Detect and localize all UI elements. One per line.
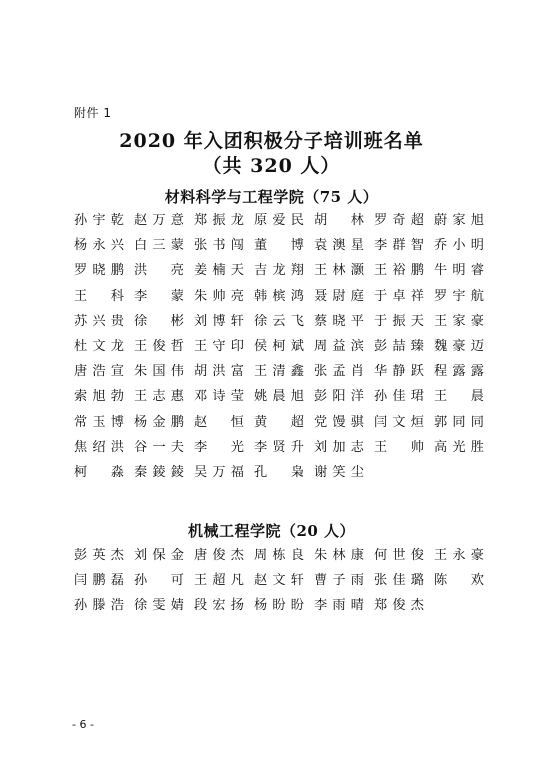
list-item: 闫鹏磊 [74,573,124,589]
list-item: 唐浩宣 [74,364,124,380]
list-item: 魏豪迈 [434,338,484,354]
list-item: 陈 欢 [434,573,484,589]
list-item: 原爱民 [254,213,304,228]
list-item: 闫文烜 [374,414,424,430]
list-item: 王 晨 [434,389,484,405]
list-item: 王俊哲 [134,338,184,354]
list-item: 杜文龙 [74,338,124,354]
list-item: 秦錂錂 [134,464,184,480]
list-item: 李贤升 [254,439,304,455]
list-item: 索旭勃 [74,389,124,405]
list-item: 徐云飞 [254,313,304,329]
list-item: 刘博轩 [194,313,244,329]
document-subtitle: （共 320 人） [202,155,341,177]
list-item: 华静跃 [374,364,424,380]
name-list-materials [74,208,494,485]
list-item: 段宏扬 [194,598,244,614]
list-item: 常玉博 [74,414,124,430]
list-item: 王志惠 [134,389,184,405]
list-item: 袁澳星 [314,238,364,254]
list-item: 侯柯斌 [254,338,304,354]
list-item: 孙滕浩 [74,598,124,614]
list-item: 李雨晴 [314,598,364,614]
list-item: 王守印 [194,338,244,354]
list-item: 白三蒙 [134,238,184,254]
list-item: 孙 可 [134,573,184,589]
list-item: 乔小明 [434,238,484,254]
list-item: 王永豪 [434,548,484,563]
list-item: 王清鑫 [254,364,304,380]
list-item: 罗宇航 [434,288,484,304]
list-item: 姜楠天 [194,263,244,279]
list-item: 黄 超 [254,414,304,430]
list-item: 郑俊杰 [374,598,424,614]
list-item: 周栋良 [254,548,304,563]
list-item: 焦绍洪 [74,439,124,455]
list-item: 张孟肖 [314,364,364,380]
list-item: 王超凡 [194,573,244,589]
list-item: 王林灏 [314,263,364,279]
list-item: 杨金鹏 [134,414,184,430]
list-item: 王 科 [74,288,124,304]
list-item: 聂尉庭 [314,288,364,304]
list-item: 李 蒙 [134,288,184,304]
list-item: 谷一夫 [134,439,184,455]
list-item: 邓诗莹 [194,389,244,405]
list-item: 彭阳洋 [314,389,364,405]
list-item: 刘保金 [134,548,184,563]
list-item: 曹子雨 [314,573,364,589]
list-item: 徐 彬 [134,313,184,329]
list-item: 董 博 [254,238,304,254]
list-item: 孔 枭 [254,464,304,480]
list-item: 朱国伟 [134,364,184,380]
list-item: 洪 亮 [134,263,184,279]
list-item: 杨盼盼 [254,598,304,614]
list-item: 李群智 [374,238,424,254]
section-heading-mechanical: 机械工程学院（20 人） [187,522,356,540]
list-item: 吴万福 [194,464,244,480]
list-item: 郑振龙 [194,213,244,228]
list-item: 蔡晓平 [314,313,364,329]
list-item: 朱林康 [314,548,364,563]
list-item: 李 光 [194,439,244,455]
list-item: 胡洪富 [194,364,244,380]
list-item: 彭喆臻 [374,338,424,354]
list-item: 韩槟鸿 [254,288,304,304]
list-item: 柯 淼 [74,464,124,480]
list-item: 孙宇乾 [74,213,124,228]
list-item: 周益滨 [314,338,364,354]
attachment-label: 附件 1 [74,106,112,120]
name-list-mechanical [74,543,494,619]
list-item: 胡 林 [314,213,364,228]
list-item: 程露露 [434,364,484,380]
list-item: 张佳璐 [374,573,424,589]
list-item: 罗奇超 [374,213,424,228]
list-item: 彭英杰 [74,548,124,563]
list-item: 杨永兴 [74,238,124,254]
list-item: 于卓祥 [374,288,424,304]
list-item: 王裕鹏 [374,263,424,279]
list-item: 郭同同 [434,414,484,430]
list-item: 唐俊杰 [194,548,244,563]
list-item: 赵 恒 [194,414,244,430]
list-item: 苏兴贵 [74,313,124,329]
list-item: 罗晓鹏 [74,263,124,279]
list-item: 吉龙翔 [254,263,304,279]
section-heading-materials: 材料科学与工程学院（75 人） [164,188,379,206]
list-item: 张书闯 [194,238,244,254]
list-item: 徐雯婧 [134,598,184,614]
list-item: 蔚家旭 [434,213,484,228]
list-item: 赵万意 [134,213,184,228]
list-item: 王 帅 [374,439,424,455]
list-item: 朱帅亮 [194,288,244,304]
list-item: 赵文轩 [254,573,304,589]
list-item: 刘加志 [314,439,364,455]
list-item: 王家豪 [434,313,484,329]
list-item: 谢笑尘 [314,464,364,480]
list-item: 牛明睿 [434,263,484,279]
page-number: - 6 - [72,718,94,731]
list-item: 党馒骐 [314,414,364,430]
list-item: 于振天 [374,313,424,329]
list-item: 孙佳珺 [374,389,424,405]
list-item: 姚晨旭 [254,389,304,405]
document-title: 2020 年入团积极分子培训班名单 [119,130,424,152]
list-item: 何世俊 [374,548,424,563]
list-item: 高光胜 [434,439,484,455]
